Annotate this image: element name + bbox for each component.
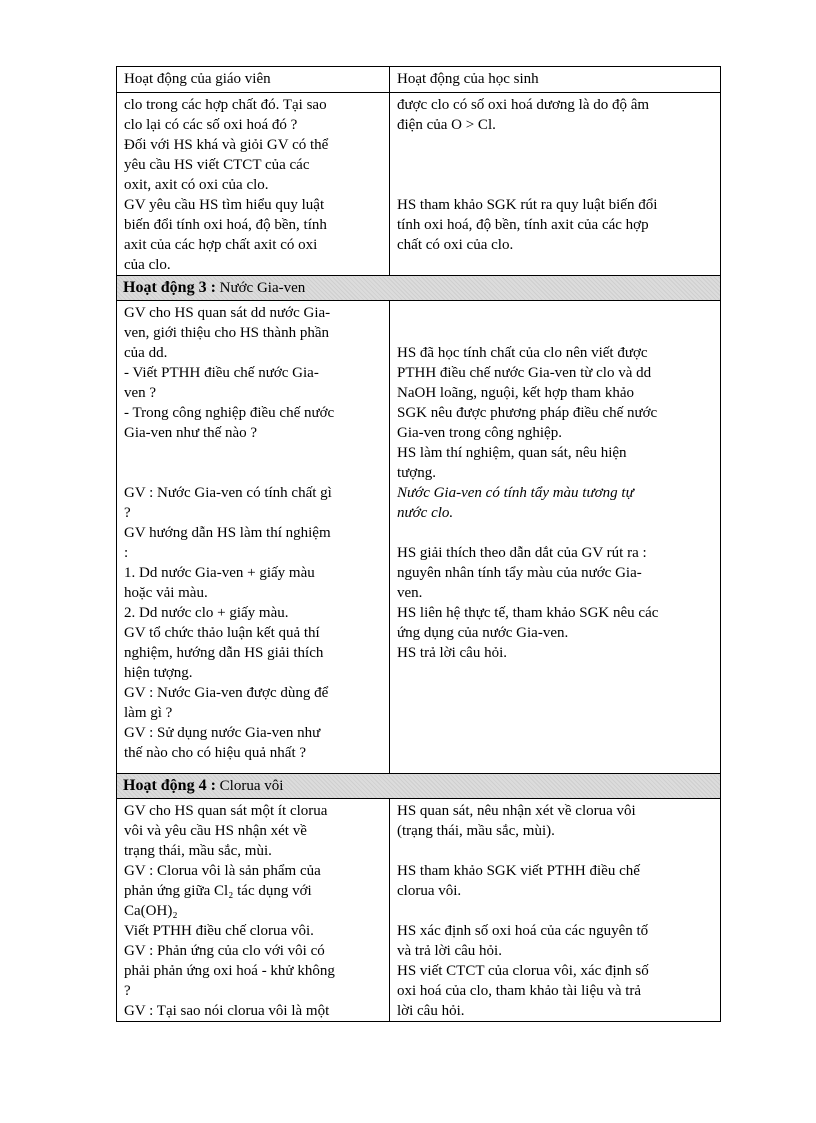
header-row bbox=[117, 67, 721, 93]
text-line: Gia-ven như thế nào ? bbox=[124, 425, 258, 441]
text-line: SGK nêu được phương pháp điều chế nước bbox=[397, 405, 658, 421]
section-title: Hoạt động 3 : bbox=[123, 279, 216, 296]
text-line: HS đã học tính chất của clo nên viết được bbox=[397, 345, 648, 361]
text-line: GV tổ chức thảo luận kết quả thí bbox=[124, 625, 320, 641]
text-line: oxi hoá của clo, tham khảo tài liệu và trả bbox=[397, 983, 642, 999]
text-line: yêu cầu HS viết CTCT của các bbox=[124, 157, 310, 173]
text-line: HS viết CTCT của clorua vôi, xác định số bbox=[397, 963, 649, 979]
text-line: nghiệm, hướng dẫn HS giải thích bbox=[124, 645, 324, 661]
teacher-cell bbox=[117, 301, 390, 774]
text-line: Viết PTHH điều chế clorua vôi. bbox=[124, 923, 314, 939]
teacher-column-header: Hoạt động của giáo viên bbox=[117, 67, 390, 93]
text-line: biến đổi tính oxi hoá, độ bền, tính bbox=[124, 217, 327, 233]
teacher-cell bbox=[117, 799, 390, 1022]
text-line: 2. Dd nước clo + giấy màu. bbox=[124, 605, 289, 621]
text-line: GV hướng dẫn HS làm thí nghiệm bbox=[124, 525, 331, 541]
lesson-table bbox=[116, 66, 721, 1022]
table-row bbox=[117, 93, 721, 276]
student-column-header: Hoạt động của học sinh bbox=[390, 67, 721, 93]
text-line: GV : Tại sao nói clorua vôi là một bbox=[124, 1003, 330, 1019]
text-line: phản ứng giữa Cl₂ tác dụng với bbox=[124, 883, 312, 899]
text-line: hoặc vải màu. bbox=[124, 585, 208, 601]
text-line: Gia-ven trong công nghiệp. bbox=[397, 425, 562, 441]
text-line: điện của O > Cl. bbox=[397, 117, 496, 133]
text-line: clo lại có các số oxi hoá đó ? bbox=[124, 117, 298, 133]
text-line: GV cho HS quan sát dd nước Gia- bbox=[124, 305, 331, 321]
section-subtitle: Nước Gia-ven bbox=[219, 280, 306, 296]
section-header bbox=[117, 276, 721, 301]
table-row bbox=[117, 799, 721, 1022]
text-line: nước clo. bbox=[397, 505, 454, 521]
text-line: nguyên nhân tính tẩy màu của nước Gia- bbox=[397, 565, 642, 581]
text-line: HS làm thí nghiệm, quan sát, nêu hiện bbox=[397, 445, 627, 461]
text-line: (trạng thái, mầu sắc, mùi). bbox=[397, 823, 555, 839]
table-row bbox=[117, 301, 721, 774]
text-line: HS quan sát, nêu nhận xét về clorua vôi bbox=[397, 803, 636, 819]
text-line: ? bbox=[124, 983, 131, 999]
text-line: trạng thái, mầu sắc, mùi. bbox=[124, 843, 272, 859]
text-line: GV cho HS quan sát một ít clorua bbox=[124, 803, 328, 819]
teacher-cell bbox=[117, 93, 390, 276]
text-line: và trả lời câu hỏi. bbox=[397, 943, 502, 959]
text-line: GV : Nước Gia-ven có tính chất gì bbox=[124, 485, 332, 501]
text-line: ứng dụng của nước Gia-ven. bbox=[397, 625, 569, 641]
text-line: - Trong công nghiệp điều chế nước bbox=[124, 405, 335, 421]
text-line: lời câu hỏi. bbox=[397, 1003, 465, 1019]
text-line: PTHH điều chế nước Gia-ven từ clo và dd bbox=[397, 365, 652, 381]
text-line: tính oxi hoá, độ bền, tính axit của các hợp bbox=[397, 217, 649, 233]
student-cell bbox=[390, 93, 721, 276]
student-cell bbox=[390, 301, 721, 774]
text-line: NaOH loãng, nguội, kết hợp tham khảo bbox=[397, 385, 635, 401]
text-line: Ca(OH)₂ bbox=[124, 903, 178, 919]
section-row-activity-3 bbox=[117, 276, 721, 301]
student-cell bbox=[390, 799, 721, 1022]
text-line: clo trong các hợp chất đó. Tại sao bbox=[124, 97, 327, 113]
text-line: oxit, axit có oxi của clo. bbox=[124, 177, 269, 193]
text-line: HS xác định số oxi hoá của các nguyên tố bbox=[397, 923, 649, 939]
text-line: ven, giới thiệu cho HS thành phần bbox=[124, 325, 329, 341]
section-title: Hoạt động 4 : bbox=[123, 777, 216, 794]
text-line: thế nào cho có hiệu quả nhất ? bbox=[124, 745, 307, 761]
text-line: của dd. bbox=[124, 345, 168, 361]
text-line: - Viết PTHH điều chế nước Gia- bbox=[124, 365, 319, 381]
text-line: GV : Clorua vôi là sản phẩm của bbox=[124, 863, 321, 879]
text-line: của clo. bbox=[124, 257, 171, 273]
text-line: ven ? bbox=[124, 385, 157, 401]
text-line: ven. bbox=[397, 585, 423, 601]
text-line: HS giải thích theo dẫn dắt của GV rút ra : bbox=[397, 545, 647, 561]
text-line: clorua vôi. bbox=[397, 883, 462, 899]
text-line: Đối với HS khá và giỏi GV có thể bbox=[124, 137, 329, 153]
text-line: HS tham khảo SGK rút ra quy luật biến đổi bbox=[397, 197, 658, 213]
text-line: axit của các hợp chất axit có oxi bbox=[124, 237, 318, 253]
text-line: 1. Dd nước Gia-ven + giấy màu bbox=[124, 565, 315, 581]
text-line: HS liên hệ thực tế, tham khảo SGK nêu các bbox=[397, 605, 659, 621]
text-line: ? bbox=[124, 505, 131, 521]
text-line: GV : Sử dụng nước Gia-ven như bbox=[124, 725, 321, 741]
section-header bbox=[117, 774, 721, 799]
text-line: được clo có số oxi hoá dương là do độ âm bbox=[397, 97, 650, 113]
section-row-activity-4 bbox=[117, 774, 721, 799]
text-line: HS trả lời câu hỏi. bbox=[397, 645, 507, 661]
text-line: làm gì ? bbox=[124, 705, 173, 721]
text-line: chất có oxi của clo. bbox=[397, 237, 514, 253]
text-line: hiện tượng. bbox=[124, 665, 193, 681]
text-line: GV yêu cầu HS tìm hiểu quy luật bbox=[124, 197, 325, 213]
text-line: tượng. bbox=[397, 465, 436, 481]
text-line: Nước Gia-ven có tính tẩy màu tương tự bbox=[397, 485, 634, 501]
text-line: phải phản ứng oxi hoá - khử không bbox=[124, 963, 335, 979]
section-subtitle: Clorua vôi bbox=[219, 778, 284, 794]
text-line: HS tham khảo SGK viết PTHH điều chế bbox=[397, 863, 640, 879]
text-line: GV : Nước Gia-ven được dùng để bbox=[124, 685, 329, 701]
text-line: vôi và yêu cầu HS nhận xét về bbox=[124, 823, 307, 839]
text-line: GV : Phản ứng của clo với vôi có bbox=[124, 943, 325, 959]
text-line: : bbox=[124, 545, 129, 561]
